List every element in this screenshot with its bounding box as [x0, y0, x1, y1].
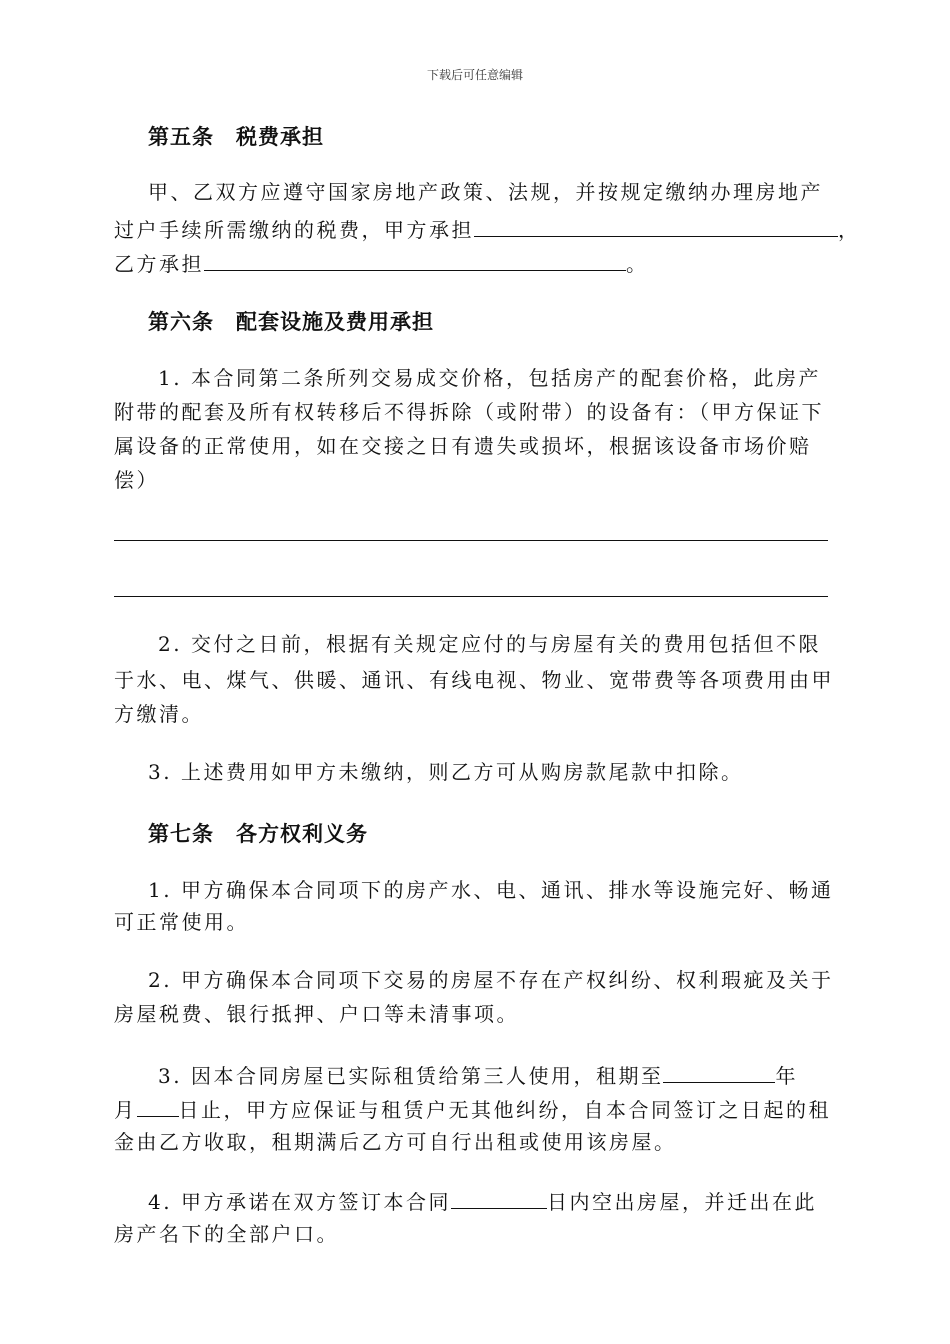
seller-tax-blank	[474, 214, 838, 237]
article-7-p1-line-1: 1. 甲方确保本合同项下的房产水、电、通讯、排水等设施完好、畅通	[148, 878, 834, 902]
article-7-p3-line-3: 金由乙方收取，租期满后乙方可自行出租或使用该房屋。	[114, 1130, 677, 1154]
equipment-blank-line-2	[114, 596, 828, 597]
article-5-heading: 第五条 税费承担	[148, 124, 324, 149]
article-6-p2-line-1: 2. 交付之日前，根据有关规定应付的与房屋有关的费用包括但不限	[158, 632, 821, 656]
article-7-heading: 第七条 各方权利义务	[148, 821, 368, 846]
buyer-tax-blank	[204, 248, 626, 271]
article-7-p4-line-1-text: 4. 甲方承诺在双方签订本合同	[148, 1190, 451, 1214]
article-7-p3-line-2-text: 日止，甲方应保证与租赁户无其他纠纷，自本合同签订之日起的租	[178, 1098, 831, 1122]
article-7-p3-line-1-text: 3. 因本合同房屋已实际租赁给第三人使用，租期至	[158, 1064, 664, 1088]
article-6-p1-line-2: 附带的配套及所有权转移后不得拆除（或附带）的设备有：（甲方保证下	[114, 400, 824, 424]
article-7-p4-line-1-end: 日内空出房屋，并迁出在此	[546, 1190, 817, 1214]
article-6-p1-line-1: 1. 本合同第二条所列交易成交价格，包括房产的配套价格，此房产	[158, 366, 821, 390]
article-6-heading: 第六条 配套设施及费用承担	[148, 309, 434, 334]
article-5-line-3-period: 。	[626, 252, 649, 276]
header-note: 下载后可任意编辑	[426, 68, 523, 82]
article-7-p2-line-2: 房屋税费、银行抵押、户口等未清事项。	[114, 1002, 519, 1026]
article-5-line-3-text: 乙方承担	[114, 252, 204, 276]
article-5-line-1: 甲、乙双方应遵守国家房地产政策、法规，并按规定缴纳办理房地产	[148, 180, 823, 204]
article-5-line-2-text: 过户手续所需缴纳的税费，甲方承担	[114, 218, 474, 242]
vacate-days-blank	[451, 1186, 547, 1209]
article-5-line-2-comma: ，	[838, 218, 861, 242]
article-6-p1-line-3: 属设备的正常使用，如在交接之日有遗失或损坏，根据该设备市场价赔	[114, 434, 812, 458]
article-7-p4-line-2: 房产名下的全部户口。	[114, 1222, 339, 1246]
article-5-line-2	[114, 214, 861, 244]
article-7-p3-line-1	[158, 1060, 798, 1090]
article-6-p3-line-1: 3. 上述费用如甲方未缴纳，则乙方可从购房款尾款中扣除。	[148, 760, 744, 784]
article-7-p3-month-label: 月	[114, 1098, 137, 1122]
article-6-p1-line-4: 偿）	[114, 468, 159, 492]
article-6-p2-line-2: 于水、电、煤气、供暖、通讯、有线电视、物业、宽带费等各项费用由甲	[114, 668, 834, 692]
article-7-p4-line-1	[148, 1186, 817, 1216]
article-5-line-3	[114, 248, 649, 278]
lease-month-blank	[137, 1094, 179, 1117]
article-6-p2-line-3: 方缴清。	[114, 702, 204, 726]
article-7-p3-year-label: 年	[775, 1064, 798, 1088]
lease-year-blank	[663, 1060, 775, 1083]
article-7-p3-line-2	[114, 1094, 831, 1124]
equipment-blank-line-1	[114, 540, 828, 541]
article-7-p1-line-2: 可正常使用。	[114, 910, 249, 934]
article-7-p2-line-1: 2. 甲方确保本合同项下交易的房屋不存在产权纠纷、权利瑕疵及关于	[148, 968, 834, 992]
